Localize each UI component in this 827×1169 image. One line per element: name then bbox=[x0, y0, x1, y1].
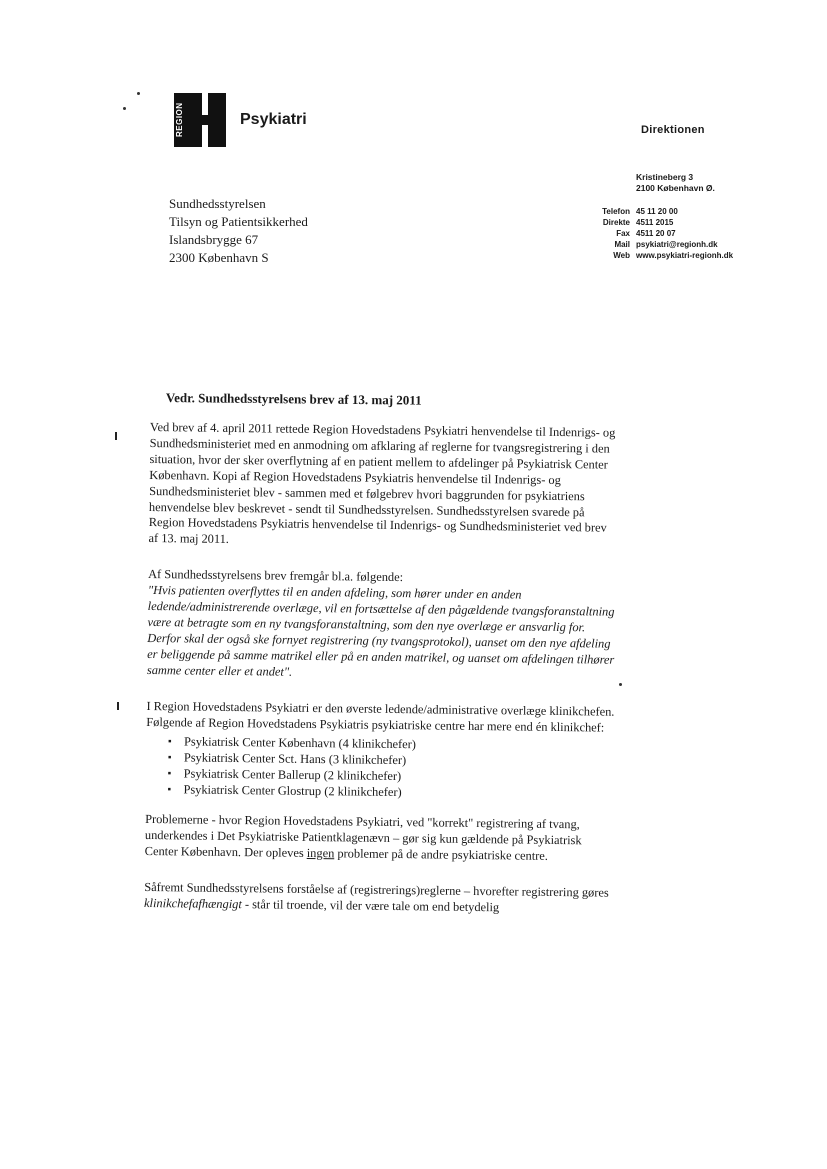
sender-city: 2100 København Ø. bbox=[636, 183, 715, 193]
sender-street: Kristineberg 3 bbox=[636, 172, 694, 182]
contact-label: Fax bbox=[616, 229, 630, 238]
contact-label: Telefon bbox=[602, 207, 630, 216]
sender-address bbox=[636, 172, 715, 194]
recipient-line: 2300 København S bbox=[169, 250, 269, 265]
quote-intro: Af Sundhedsstyrelsens brev fremgår bl.a. følgende: bbox=[148, 567, 404, 585]
paragraph-4-text-end: problemer på de andre psykiatriske centre. bbox=[334, 846, 549, 863]
recipient-line: Islandsbrygge 67 bbox=[169, 232, 259, 247]
region-h-logo bbox=[174, 93, 226, 147]
recipient-line: Sundhedsstyrelsen bbox=[169, 196, 266, 211]
logo-region-text: REGION bbox=[175, 102, 184, 138]
contact-row bbox=[590, 206, 733, 217]
contact-label: Web bbox=[613, 251, 630, 260]
paragraph-4 bbox=[145, 812, 616, 865]
paragraph-1: Ved brev af 4. april 2011 rettede Region Hovedstadens Psykiatri henvendelse til Indenrigs- og Sundhedsministeriet med en anmodning om afklaring af reglerne for tvangsregistrering i den situation, hvor der sker overflytning af en patient mellem to afdelinger på Psykiatrisk Center København. Kopi af Region Hovedstadens Psykiatris henvendelse til Indenrigs- og Sundhedsministeriet blev - sammen med et følgebrev hvori baggrunden for psykiatriens henvendelse blev beskrevet - sendt til Sundhedsstyrelsen. Sundhedsstyrelsen svarede på Region Hovedstadens Psykiatris henvendelse til Indenrigs- og Sundhedsministeriet ved brev af 13. maj 2011. bbox=[148, 420, 616, 547]
paragraph-4-text: Problemerne - hvor Region Hovedstadens Psykiatri, ved "korrekt" registrering af tvang, underkendes i Det Psykiatriske Patientklagenævn – gør sig kun gældende på Psykiatrisk Center København. Der opleves bbox=[144, 812, 582, 860]
list-item: ▪ Psykiatrisk Center Sct. Hans (3 klinikchefer) bbox=[168, 751, 616, 772]
contact-value: 45 11 20 00 bbox=[636, 207, 678, 216]
scan-speck bbox=[123, 107, 126, 110]
paragraph-5 bbox=[144, 880, 614, 918]
quote-text: "Hvis patienten overflyttes til en anden afdeling, som hører under en anden ledende/administrerende overlæge, vil en fortsættelse af den pågældende tvangsforanstaltning være at betragte som en ny tvangsforanstaltning, som den nye overlæge er ansvarlig for. Derfor skal der også ske fornyet registrering (ny tvangsprotokol), uanset om den nye afdeling er beliggende på samme matrikel eller på en anden matrikel, og uanset om afdelingen tilhører samme center eller et andet". bbox=[146, 583, 615, 679]
contact-label: Mail bbox=[614, 240, 630, 249]
department-name: Direktionen bbox=[641, 124, 705, 136]
logo-wordmark: Psykiatri bbox=[240, 111, 307, 128]
contact-row bbox=[590, 217, 733, 228]
contact-row bbox=[590, 250, 733, 261]
paragraph-5-text-end: - står til troende, vil der være tale om end betydelig bbox=[241, 896, 500, 914]
center-list bbox=[167, 735, 616, 804]
list-item: ▪ Psykiatrisk Center Ballerup (2 klinikchefer) bbox=[168, 766, 616, 787]
emphasis-underline: ingen bbox=[306, 845, 335, 861]
contact-value: 4511 20 07 bbox=[636, 229, 676, 238]
paragraph-2 bbox=[147, 567, 618, 684]
paragraph-3: I Region Hovedstadens Psykiatri er den øverste ledende/administrative overlæge klinikchefen. Følgende af Region Hovedstadens Psykiatris psykiatriske centre har mere end én klinikchef: bbox=[146, 698, 615, 735]
paragraph-5-text: Såfremt Sundhedsstyrelsens forståelse af (registrerings)reglerne – hvorefter registrering gøres bbox=[144, 879, 609, 900]
scan-speck bbox=[137, 92, 140, 95]
scan-mark bbox=[117, 702, 119, 710]
contact-block bbox=[590, 206, 733, 261]
contact-value: www.psykiatri-regionh.dk bbox=[636, 251, 734, 260]
recipient-line: Tilsyn og Patientsikkerhed bbox=[169, 214, 308, 229]
contact-value: psykiatri@regionh.dk bbox=[636, 240, 718, 249]
scan-mark bbox=[115, 432, 117, 440]
contact-row bbox=[590, 239, 733, 250]
scan-speck bbox=[619, 683, 622, 686]
letter-subject: Vedr. Sundhedsstyrelsens brev af 13. maj 2011 bbox=[165, 390, 422, 408]
contact-row bbox=[590, 228, 733, 239]
list-item: ▪ Psykiatrisk Center Glostrup (2 klinikchefer) bbox=[167, 782, 615, 803]
contact-value: 4511 2015 bbox=[636, 218, 674, 227]
recipient-address bbox=[169, 195, 308, 267]
list-item: ▪ Psykiatrisk Center København (4 klinikchefer) bbox=[168, 735, 616, 756]
letter-body bbox=[144, 420, 620, 927]
contact-label: Direkte bbox=[602, 218, 630, 227]
emphasis-italic: klinikchefafhængigt bbox=[144, 895, 242, 911]
